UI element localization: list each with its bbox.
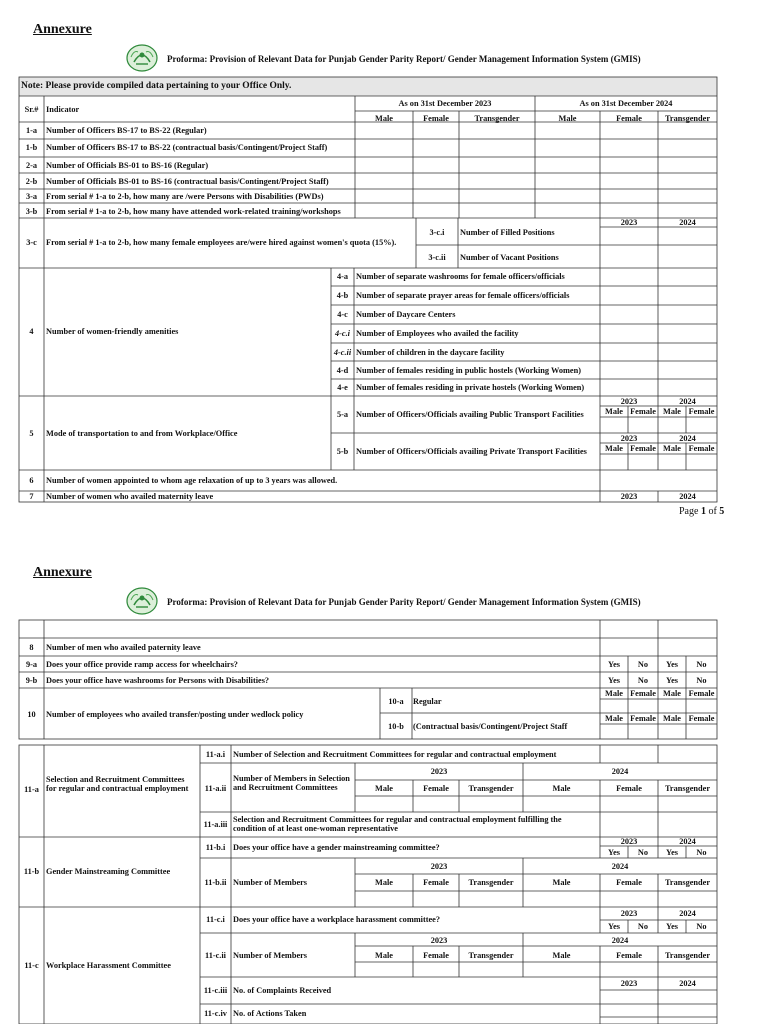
- row-indicator: Number of Officials BS-01 to BS-16 (Regular): [46, 161, 209, 170]
- yes-no-label: Yes: [666, 660, 678, 669]
- sub-indicator: Number of Daycare Centers: [356, 310, 456, 319]
- year-label: 2023: [620, 434, 638, 443]
- row-sr: 3-a: [25, 192, 38, 201]
- row-indicator: Number of men who availed paternity leave: [46, 643, 201, 652]
- gender-header: Transgender: [474, 114, 520, 123]
- gender-header: Female: [616, 784, 642, 793]
- yes-no-label: No: [696, 922, 707, 931]
- sub-sr: 11-c.iv: [204, 1009, 227, 1018]
- row-sr: 2-b: [25, 177, 38, 186]
- gender-header: Female: [616, 951, 642, 960]
- sub-indicator: Number of separate prayer areas for female officers/officials: [356, 291, 570, 300]
- page1-title: Proforma: Provision of Relevant Data for Punjab Gender Parity Report/ Gender Management Information System (GMIS): [167, 54, 641, 64]
- row-sr: 3-b: [25, 207, 38, 216]
- gender-header: Male: [375, 951, 393, 960]
- sub-sr: 3-c.ii: [428, 253, 446, 262]
- mf-label: Female: [630, 444, 656, 453]
- page1-heading: Annexure: [33, 22, 92, 37]
- yes-no-label: No: [637, 660, 649, 669]
- year-label: 2024: [679, 837, 696, 846]
- mf-label: Male: [663, 714, 681, 723]
- row-sr: 8: [29, 643, 34, 652]
- row-indicator: Selection and Recruitment Committees for regular and contractual employment: [46, 775, 189, 793]
- gender-header: Male: [552, 878, 571, 887]
- page2-title: Proforma: Provision of Relevant Data for Punjab Gender Parity Report/ Gender Management Information System (GMIS): [167, 597, 641, 607]
- gender-header: Female: [616, 114, 642, 123]
- yes-no-label: No: [696, 676, 707, 685]
- row-sr: 11-a: [24, 785, 39, 794]
- yes-no-label: No: [696, 848, 707, 857]
- yes-no-label: Yes: [666, 922, 678, 931]
- mf-label: Female: [688, 689, 715, 698]
- sub-indicator: Selection and Recruitment Committees for regular and contractual employment fulfilling the condition of at least one-woman representative: [233, 815, 562, 833]
- year-label: 2023: [620, 218, 638, 227]
- sub-sr: 10-b: [388, 722, 404, 731]
- gender-header: Transgender: [664, 951, 711, 960]
- sub-indicator: Does your office have a workplace harassment committee?: [233, 915, 440, 924]
- sub-sr: 11-c.i: [206, 915, 225, 924]
- sub-indicator: Number of females residing in private hostels (Working Women): [356, 383, 585, 392]
- sub-indicator: Number of Officers/Officials availing Private Transport Facilities: [356, 447, 587, 456]
- sub-sr: 4-e: [337, 383, 348, 392]
- row-indicator: Gender Mainstreaming Committee: [46, 867, 171, 876]
- sub-sr: 4-a: [336, 272, 349, 281]
- row-sr: 11-c: [24, 961, 39, 970]
- sub-sr: 4-c.ii: [333, 348, 352, 357]
- sub-sr: 5-a: [336, 410, 349, 419]
- gender-header: Transgender: [664, 784, 711, 793]
- gender-header: Male: [375, 878, 393, 887]
- sub-indicator: Number of Vacant Positions: [460, 253, 559, 262]
- mf-label: Male: [663, 444, 681, 453]
- yes-no-label: No: [696, 660, 707, 669]
- period-2024-header: As on 31st December 2024: [579, 99, 673, 108]
- year-label: 2024: [611, 936, 629, 945]
- gender-header: Female: [423, 951, 449, 960]
- mf-label: Male: [605, 714, 623, 723]
- yes-no-label: Yes: [666, 676, 678, 685]
- page-number: Page 1 of 5: [679, 506, 725, 517]
- gender-header: Female: [423, 784, 449, 793]
- row-sr: 9-b: [25, 676, 38, 685]
- row-sr: 9-a: [25, 660, 38, 669]
- year-label: 2023: [430, 936, 448, 945]
- sub-sr: 4-d: [336, 366, 349, 375]
- sub-sr: 11-c.iii: [203, 986, 228, 995]
- gender-header: Female: [616, 878, 642, 887]
- year-label: 2024: [611, 862, 629, 871]
- gender-header: Transgender: [468, 951, 514, 960]
- page1-note: Note: Please provide compiled data pertaining to your Office Only.: [21, 81, 292, 91]
- row-indicator: Number of women-friendly amenities: [46, 327, 179, 336]
- sub-sr: 11-c.ii: [205, 951, 226, 960]
- gender-header: Female: [423, 878, 449, 887]
- sub-indicator: (Contractual basis/Contingent/Project Staff: [413, 722, 568, 731]
- gender-header: Male: [558, 114, 577, 123]
- row-indicator: Number of Officers BS-17 to BS-22 (contractual basis/Contingent/Project Staff): [46, 143, 328, 152]
- gender-header: Male: [375, 784, 393, 793]
- sub-sr: 11-a.iii: [203, 820, 228, 829]
- sub-indicator: Number of Members in Selection and Recruitment Committees: [233, 774, 350, 792]
- sub-sr: 10-a: [388, 697, 404, 706]
- sub-sr: 4-b: [336, 291, 349, 300]
- row-indicator: From serial # 1-a to 2-b, how many are /were Persons with Disabilities (PWDs): [46, 192, 324, 201]
- gender-header: Male: [552, 784, 571, 793]
- period-2023-header: As on 31st December 2023: [398, 99, 492, 108]
- row-sr: 1-b: [25, 143, 38, 152]
- row-indicator: Number of Officials BS-01 to BS-16 (contractual basis/Contingent/Project Staff): [46, 177, 329, 186]
- gender-header: Male: [375, 114, 393, 123]
- year-label: 2023: [620, 397, 638, 406]
- sub-indicator: Number of Members: [233, 878, 308, 887]
- row-sr: 11-b: [23, 867, 40, 876]
- sub-sr: 4-c: [337, 310, 348, 319]
- yes-no-label: Yes: [608, 676, 620, 685]
- sub-indicator: Number of Filled Positions: [460, 228, 555, 237]
- mf-label: Male: [605, 444, 623, 453]
- year-label: 2024: [679, 397, 696, 406]
- sub-indicator: No. of Complaints Received: [233, 986, 332, 995]
- sub-sr: 11-a.i: [205, 750, 226, 759]
- year-label: 2024: [679, 218, 696, 227]
- mf-label: Male: [605, 689, 623, 698]
- sub-indicator: Number of separate washrooms for female officers/officials: [356, 272, 565, 281]
- year-label: 2024: [679, 979, 696, 988]
- sub-sr: 11-b.ii: [204, 878, 227, 887]
- mf-label: Male: [663, 407, 681, 416]
- year-label: 2024: [679, 434, 696, 443]
- row-indicator: Number of women who availed maternity leave: [46, 492, 214, 501]
- sub-sr: 11-a.ii: [204, 784, 227, 793]
- mf-label: Female: [688, 444, 715, 453]
- mf-label: Female: [630, 714, 656, 723]
- row-indicator: From serial # 1-a to 2-b, how many have attended work-related training/workshops: [46, 207, 341, 216]
- row-sr: 6: [29, 476, 34, 485]
- sub-indicator: Does your office have a gender mainstreaming committee?: [233, 843, 440, 852]
- row-indicator: Mode of transportation to and from Workplace/Office: [46, 429, 238, 438]
- yes-no-label: No: [637, 848, 649, 857]
- sub-indicator: Number of Selection and Recruitment Committees for regular and contractual employment: [233, 750, 557, 759]
- gender-header: Female: [423, 114, 449, 123]
- sub-sr: 5-b: [336, 447, 349, 456]
- sub-indicator: Number of children in the daycare facility: [356, 348, 505, 357]
- row-sr: 10: [27, 710, 36, 719]
- row-indicator: Does your office have washrooms for Persons with Disabilities?: [46, 676, 270, 685]
- yes-no-label: No: [637, 676, 649, 685]
- yes-no-label: Yes: [608, 848, 620, 857]
- row-sr: 4: [29, 327, 34, 336]
- gender-header: Transgender: [468, 784, 514, 793]
- row-indicator: Number of employees who availed transfer/posting under wedlock policy: [46, 710, 304, 719]
- row-indicator: Workplace Harassment Committee: [46, 961, 171, 970]
- sub-indicator: Number of Officers/Officials availing Public Transport Facilities: [356, 410, 584, 419]
- gender-header: Transgender: [468, 878, 514, 887]
- yes-no-label: Yes: [608, 922, 620, 931]
- row-sr: 1-a: [25, 126, 38, 135]
- year-label: 2024: [611, 767, 629, 776]
- sub-indicator: Number of females residing in public hostels (Working Women): [356, 366, 581, 375]
- year-label: 2023: [620, 909, 638, 918]
- sub-sr: 3-c.i: [429, 228, 445, 237]
- mf-label: Male: [663, 689, 681, 698]
- col-indicator-header: Indicator: [46, 105, 80, 114]
- row-indicator: Number of Officers BS-17 to BS-22 (Regular): [46, 126, 207, 135]
- mf-label: Female: [688, 714, 715, 723]
- row-sr: 3-c: [26, 238, 37, 247]
- row-sr: 7: [29, 492, 34, 501]
- mf-label: Female: [630, 407, 656, 416]
- row-indicator: Number of women appointed to whom age relaxation of up to 3 years was allowed.: [46, 476, 338, 485]
- gender-header: Transgender: [664, 878, 711, 887]
- year-label: 2023: [620, 979, 638, 988]
- year-label: 2023: [620, 492, 638, 501]
- yes-no-label: Yes: [608, 660, 620, 669]
- gender-header: Male: [552, 951, 571, 960]
- row-sr: 5: [29, 429, 34, 438]
- yes-no-label: No: [637, 922, 649, 931]
- sub-indicator: Regular: [413, 697, 442, 706]
- year-label: 2024: [679, 909, 696, 918]
- page2-heading: Annexure: [33, 565, 92, 580]
- sub-indicator: Number of Employees who availed the facility: [356, 329, 519, 338]
- sub-indicator: No. of Actions Taken: [233, 1009, 307, 1018]
- yes-no-label: Yes: [666, 848, 678, 857]
- row-indicator: From serial # 1-a to 2-b, how many female employees are/were hired against women's quota (15%).: [46, 238, 397, 247]
- sub-sr: 4-c.i: [335, 329, 350, 338]
- col-sr-header: Sr.#: [24, 105, 39, 114]
- row-sr: 2-a: [25, 161, 38, 170]
- mf-label: Female: [688, 407, 715, 416]
- year-label: 2023: [620, 837, 638, 846]
- sub-indicator: Number of Members: [233, 951, 308, 960]
- gender-header: Transgender: [664, 114, 711, 123]
- sub-sr: 11-b.i: [205, 843, 226, 852]
- mf-label: Female: [630, 689, 656, 698]
- year-label: 2023: [430, 862, 448, 871]
- year-label: 2024: [679, 492, 696, 501]
- row-indicator: Does your office provide ramp access for wheelchairs?: [46, 660, 238, 669]
- year-label: 2023: [430, 767, 448, 776]
- mf-label: Male: [605, 407, 623, 416]
